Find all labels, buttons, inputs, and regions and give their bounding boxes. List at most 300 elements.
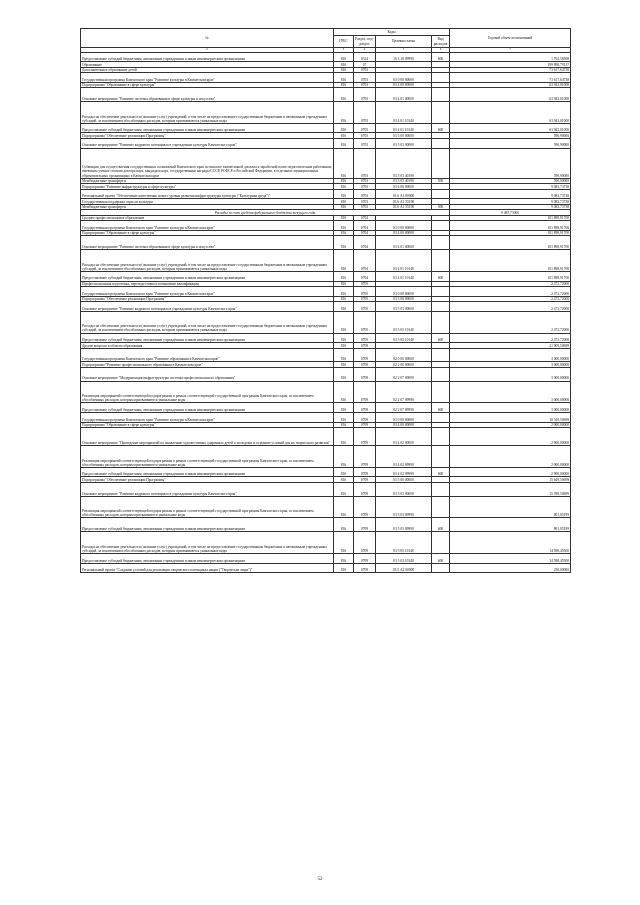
section-cell: 0709 [354,477,376,483]
section-cell: 0703 [354,123,376,133]
csr-cell: 03 4 00 00000 [376,230,432,236]
amount-cell: 250,00000 [450,563,571,573]
table-body [81,52,571,573]
grbs-cell: 816 [334,236,354,250]
grbs-cell: 816 [334,281,354,287]
table-row [81,482,571,496]
grbs-cell: 816 [334,554,354,564]
name-cell: Подпрограмма "Развитие профессионального образования в Камчатском крае" [81,362,334,368]
csr-cell: 03 5 03 10140 [376,311,432,333]
section-cell: 0703 [354,199,376,205]
csr-cell: 03 5 03 40190 [376,178,432,184]
grbs-cell: 816 [334,204,354,210]
index-cell: 5 [376,48,432,53]
section-cell: 0709 [354,381,376,403]
index-cell: 7 [450,48,571,53]
section-cell: 0703 [354,67,376,73]
grbs-cell: 816 [334,215,354,221]
vr-cell [432,413,450,423]
amount-cell: 2 472,72000 [450,287,571,297]
csr-cell: 03 4 01 00000 [376,88,432,102]
vr-cell [432,101,450,123]
section-cell: 0704 [354,230,376,236]
csr-cell: 03 4 01 10140 [376,271,432,281]
section-cell: 0709 [354,422,376,428]
table-row [81,88,571,102]
amount-cell: 101 898,91700 [450,221,571,231]
name-cell: Подпрограмма "Обеспечение реализации Программы" [81,296,334,302]
table-row [81,123,571,133]
grbs-cell: 816 [334,184,354,190]
name-cell: Государственная поддержка отрасли культуры [81,199,334,205]
vr-cell: 500 [432,204,450,210]
grbs-cell: 816 [334,296,354,302]
header-grbs: ГРБС [334,36,354,48]
amount-cell: 801,05199 [450,518,571,532]
grbs-cell: 816 [334,343,354,349]
amount-cell: 2 900,00000 [450,467,571,477]
section-cell: 0703 [354,73,376,83]
csr-cell: 03 5 03 00000 [376,138,432,148]
grbs-cell: 816 [334,496,354,518]
grbs-cell: 816 [334,333,354,343]
vr-cell [432,311,450,333]
section-cell: 07 [354,62,376,68]
name-cell: Подпрограмма "Развитие инфраструктуры в сфере культуры" [81,184,334,190]
csr-cell: 03 5 А2 00000 [376,563,432,573]
grbs-cell: 816 [334,199,354,205]
section-cell: 0703 [354,204,376,210]
amount-cell: 2 900,00000 [450,428,571,446]
table-row [81,428,571,446]
section-cell: 0705 [354,281,376,287]
amount-cell: 801,05199 [450,496,571,518]
csr-cell: 03 4 01 00000 [376,236,432,250]
csr-cell: 03 4 02 09990 [376,445,432,467]
grbs-cell: 816 [334,73,354,83]
table-row [81,554,571,564]
grbs-cell: 816 [334,477,354,483]
grbs-cell: 816 [334,348,354,362]
amount-cell: 590,90000 [450,133,571,139]
amount-cell: 101 898,91700 [450,236,571,250]
name-cell: Предоставление субсидий бюджетным, автономным учреждениям и иным некоммерческим организациям [81,467,334,477]
table-row [81,445,571,467]
grbs-cell: 816 [334,287,354,297]
amount-cell: 9 083,73000 [450,210,571,216]
name-cell: Государственная программа Камчатского края "Развитие культуры в Камчатском крае" [81,73,334,83]
csr-cell: 03 4 01 10140 [376,123,432,133]
table-row [81,101,571,123]
section-cell: 0705 [354,311,376,333]
name-cell: Предоставление субсидий бюджетным, автономным учреждениям и иным некоммерческим организациям [81,554,334,564]
name-cell: Другие вопросы в области образования [81,343,334,349]
amount-cell: 3 000,00000 [450,362,571,368]
csr-cell: 03 5 00 00000 [376,477,432,483]
vr-cell: 600 [432,271,450,281]
amount-cell: 63 943,01000 [450,101,571,123]
header-codes: Коды [334,29,450,36]
table-row [81,563,571,573]
amount-cell: 2 900,00000 [450,422,571,428]
vr-cell [432,88,450,102]
table-header [81,29,571,53]
table-row [81,271,571,281]
grbs-cell: 816 [334,271,354,281]
csr-cell: 03 4 02 09990 [376,467,432,477]
vr-cell [432,428,450,446]
section-cell: 0709 [354,554,376,564]
amount-cell: 63 943,01000 [450,82,571,88]
table-row [81,403,571,413]
section-cell: 0703 [354,133,376,139]
header-section: Раздел, под-раздел [355,37,374,46]
name-cell: Предоставление субсидий бюджетным, автономным учреждениям и иным некоммерческим организациям [81,333,334,343]
vr-cell: 600 [432,554,450,564]
section-cell: 0709 [354,518,376,532]
name-cell: Предоставление субсидий бюджетным, автономным учреждениям и иным некоммерческим организациям [81,123,334,133]
vr-cell [432,381,450,403]
vr-cell: 500 [432,178,450,184]
name-cell: Образование [81,62,334,68]
csr-cell: 02 2 00 00000 [376,362,432,368]
section-cell: 0709 [354,413,376,423]
amount-cell: 9 083,73738 [450,199,571,205]
table-row [81,52,571,62]
name-cell: Расходы на обеспечение деятельности (оказание услуг) учреждений, в том числе на предоставление государственным бюджетным и автономным учреждениям субсидий, за исключением обособленных расходов, которым присваиваются уникальные коды [81,532,334,554]
vr-cell: 600 [432,518,450,532]
csr-cell: 03 5 03 40190 [376,148,432,178]
name-cell: Подпрограмма "Образование в сфере культуры" [81,82,334,88]
name-cell: Основное мероприятие "Модернизация инфраструктуры системы профессионального образования" [81,367,334,381]
amount-cell: 14 598,45500 [450,532,571,554]
csr-cell: 03 4 00 00000 [376,422,432,428]
name-cell: Расходы на обеспечение деятельности (оказание услуг) учреждений, в том числе на предоставление государственным бюджетным и автономным учреждениям субсидий, за исключением обособленных расходов, которым присваиваются уникальные коды [81,101,334,123]
grbs-cell: 816 [334,82,354,88]
section-cell: 0704 [354,221,376,231]
grbs-cell: 816 [334,467,354,477]
grbs-cell: 816 [334,532,354,554]
section-cell: 0704 [354,250,376,272]
table-row [81,221,571,231]
csr-cell: 03 5 03 00000 [376,482,432,496]
section-cell: 0703 [354,101,376,123]
name-cell: Основное мероприятие "Проведение мероприятий по выявлению художественно одаренных детей и молодежи и созданию условий для их творческого развития" [81,428,334,446]
section-cell: 0704 [354,236,376,250]
amount-cell: 199 898,79137 [450,62,571,68]
amount-cell: 2 472,72000 [450,333,571,343]
csr-cell: 03 6 А1 55190 [376,199,432,205]
grbs-cell: 816 [334,189,354,199]
grbs-cell: 816 [334,62,354,68]
grbs-cell: 816 [334,563,354,573]
name-cell: Дополнительное образование детей [81,67,334,73]
table-row [81,189,571,199]
vr-cell: 600 [432,403,450,413]
note-cell: Расходы за счет средств федерального бюджета текущего года [81,210,450,216]
vr-cell: 600 [432,52,450,62]
table-row [81,73,571,83]
csr-cell: 02 2 07 00000 [376,367,432,381]
vr-cell [432,250,450,272]
table-row [81,236,571,250]
vr-cell [432,236,450,250]
header-num: № [81,29,334,48]
vr-cell [432,445,450,467]
section-cell: 0709 [354,362,376,368]
vr-cell [432,563,450,573]
table-row [81,348,571,362]
table-row [81,413,571,423]
csr-cell: 03 4 01 10140 [376,250,432,272]
name-cell: Предоставление субсидий бюджетным, автономным учреждениям и иным некоммерческим организациям [81,271,334,281]
vr-cell [432,138,450,148]
name-cell: Профессиональная подготовка, переподготовка и повышение квалификации [81,281,334,287]
index-cell: 3 [334,48,354,53]
amount-cell: 63 943,01000 [450,88,571,102]
name-cell: Государственная программа Камчатского края "Развитие культуры в Камчатском крае" [81,413,334,423]
grbs-cell: 816 [334,123,354,133]
grbs-cell: 816 [334,518,354,532]
grbs-cell: 816 [334,67,354,73]
amount-cell: 2 472,72000 [450,296,571,302]
csr-cell: 03 5 03 10140 [376,554,432,564]
name-cell: Основное мероприятие "Развитие системы образования в сфере культуры и искусства" [81,236,334,250]
name-cell: Реализация мероприятий соответствующей подпрограммы в рамках соответствующей государственной программы Камчатского края, за исключением обособленных расходов, которым присваиваются уникальные коды [81,496,334,518]
name-cell: Подпрограмма "Обеспечение реализации Программы" [81,133,334,139]
table-row [81,138,571,148]
grbs-cell: 816 [334,445,354,467]
grbs-cell: 816 [334,221,354,231]
name-cell: Субвенции для осуществления государственных полномочий Камчатского края по выплате ежемесячной доплаты к заработной плате педагогическим работникам, имеющим ученые степени доктора наук, кандидата наук, государственные награды СССР, РСФСР и Российской Федерации, в отдельных муниципальных образовательных организациях в Камчатском крае [81,148,334,178]
amount-cell: 3 000,00000 [450,367,571,381]
header-sum: Годовой объем ассигнований [450,29,571,48]
vr-cell [432,302,450,312]
amount-cell: 73 617,64738 [450,73,571,83]
csr-cell: 03 5 03 00000 [376,302,432,312]
grbs-cell: 816 [334,403,354,413]
table-row [81,333,571,343]
table-row [81,311,571,333]
amount-cell: 101 898,91700 [450,230,571,236]
amount-cell: 73 617,64738 [450,67,571,73]
csr-cell: 03 6 А1 55190 [376,204,432,210]
section-cell: 0705 [354,287,376,297]
csr-cell: 03 6 00 00000 [376,184,432,190]
amount-cell: 63 943,01000 [450,123,571,133]
grbs-cell: 816 [334,413,354,423]
table-row [81,496,571,518]
csr-cell: 16 3 10 09990 [376,52,432,62]
name-cell: Межбюджетные трансферты [81,178,334,184]
vr-cell [432,532,450,554]
csr-cell: 03 0 00 00000 [376,73,432,83]
budget-document [80,28,570,573]
section-cell: 0709 [354,403,376,413]
csr-cell: 03 0 00 00000 [376,287,432,297]
name-cell: Предоставление субсидий бюджетным, автономным учреждениям и иным некоммерческим организациям [81,403,334,413]
section-cell: 0709 [354,428,376,446]
name-cell: Подпрограмма "Обеспечение реализации Программы" [81,477,334,483]
page-number: 52 [317,877,323,882]
grbs-cell: 816 [334,101,354,123]
amount-cell: 101 898,91700 [450,271,571,281]
amount-cell: 15 649,50699 [450,477,571,483]
name-cell: Расходы на обеспечение деятельности (оказание услуг) учреждений, в том числе на предоставление государственным бюджетным и автономным учреждениям субсидий, за исключением обособленных расходов, которым присваиваются уникальные коды [81,250,334,272]
amount-cell: 3 000,00000 [450,381,571,403]
name-cell: Государственная программа Камчатского края "Развитие культуры в Камчатском крае" [81,287,334,297]
vr-cell [432,189,450,199]
grbs-cell: 816 [334,138,354,148]
name-cell: Основное мероприятие "Развитие кадрового потенциала в учреждениях культуры Камчатского края" [81,482,334,496]
csr-cell: 03 0 00 00000 [376,413,432,423]
grbs-cell: 816 [334,362,354,368]
grbs-cell: 816 [334,482,354,496]
name-cell: Среднее профессиональное образование [81,215,334,221]
header-vr: Вид расходов [432,36,450,48]
grbs-cell: 816 [334,428,354,446]
grbs-cell: 816 [334,133,354,139]
section-cell: 0709 [354,467,376,477]
csr-cell: 02 2 07 09990 [376,403,432,413]
vr-cell [432,287,450,297]
section-cell: 0703 [354,82,376,88]
grbs-cell: 816 [334,250,354,272]
index-cell: 2 [81,48,334,53]
vr-cell [432,348,450,362]
vr-cell: 600 [432,123,450,133]
name-cell: Основное мероприятие "Развитие системы образования в сфере культуры и искусства" [81,88,334,102]
csr-cell: 03 4 02 00000 [376,428,432,446]
amount-cell: 3 000,00000 [450,403,571,413]
section-cell: 0703 [354,138,376,148]
section-cell: 0703 [354,178,376,184]
amount-cell: 590,90000 [450,178,571,184]
csr-cell: 03 5 03 09990 [376,496,432,518]
section-cell: 0703 [354,189,376,199]
name-cell: Государственная программа Камчатского края "Развитие образования в Камчатском крае" [81,348,334,362]
section-cell: 0314 [354,52,376,62]
grbs-cell: 816 [334,422,354,428]
section-cell: 0709 [354,563,376,573]
vr-cell [432,148,450,178]
table-row [81,381,571,403]
grbs-cell: 816 [334,178,354,184]
name-cell: Подпрограмма "Образование в сфере культуры" [81,230,334,236]
name-cell: Предоставление субсидий бюджетным, автономным учреждениям и иным некоммерческим организациям [81,518,334,532]
table-row [81,302,571,312]
section-cell: 0705 [354,333,376,343]
name-cell: Региональный проект "Обеспечение качественно нового уровня развития инфраструктуры культуры ("Культурная среда")" [81,189,334,199]
csr-cell: 03 5 00 00000 [376,296,432,302]
amount-cell: 9 083,73738 [450,189,571,199]
grbs-cell: 816 [334,230,354,236]
vr-cell: 600 [432,467,450,477]
amount-cell: 590,90000 [450,138,571,148]
vr-cell [432,73,450,83]
name-cell: Межбюджетные трансферты [81,204,334,210]
csr-cell: 03 5 03 10140 [376,532,432,554]
name-cell: Предоставление субсидий бюджетным, автономным учреждениям и иным некоммерческим организациям [81,52,334,62]
section-cell: 0703 [354,88,376,102]
section-cell: 0709 [354,445,376,467]
name-cell: Основное мероприятие "Развитие кадрового потенциала в учреждениях культуры Камчатского края" [81,302,334,312]
section-cell: 0703 [354,184,376,190]
vr-cell [432,496,450,518]
section-cell: 0709 [354,348,376,362]
section-cell: 0709 [354,496,376,518]
vr-cell [432,221,450,231]
amount-cell: 21 909,50699 [450,343,571,349]
name-cell: Расходы на обеспечение деятельности (оказание услуг) учреждений, в том числе на предоставление государственным бюджетным и автономным учреждениям субсидий, за исключением обособленных расходов, которым присваиваются уникальные коды [81,311,334,333]
header-csr: Целевая статья [376,36,432,48]
amount-cell: 9 083,73738 [450,204,571,210]
table-row [81,467,571,477]
section-cell: 0709 [354,367,376,381]
name-cell: Основное мероприятие "Развитие кадрового потенциала в учреждениях культуры Камчатского края" [81,138,334,148]
section-cell: 0705 [354,302,376,312]
amount-cell: 3 000,00000 [450,348,571,362]
amount-cell: 2 900,00000 [450,445,571,467]
csr-cell: 03 6 А1 00000 [376,189,432,199]
csr-cell: 03 4 01 10140 [376,101,432,123]
csr-cell: 02 0 00 00000 [376,348,432,362]
amount-cell: 101 898,91700 [450,215,571,221]
section-cell: 0709 [354,482,376,496]
amount-cell: 14 598,45500 [450,554,571,564]
amount-cell: 1 702,56508 [450,52,571,62]
name-cell: Региональный проект "Создание условий для реализации творческого потенциала нации ("Творческие люди")" [81,563,334,573]
table-row [81,532,571,554]
amount-cell: 15 399,50699 [450,482,571,496]
table-row [81,287,571,297]
vr-cell [432,367,450,381]
csr-cell: 03 4 00 00000 [376,82,432,88]
amount-cell: 101 898,91700 [450,250,571,272]
grbs-cell: 816 [334,311,354,333]
name-cell: Реализация мероприятий соответствующей подпрограммы в рамках соответствующей государственной программы Камчатского края, за исключением обособленных расходов, которым присваиваются уникальные коды [81,381,334,403]
csr-cell: 03 5 03 09990 [376,518,432,532]
name-cell: Подпрограмма "Образование в сфере культуры" [81,422,334,428]
amount-cell: 2 472,72000 [450,281,571,287]
amount-cell: 18 549,50699 [450,413,571,423]
grbs-cell: 816 [334,367,354,381]
index-cell: 4 [354,48,376,53]
section-cell: 0705 [354,296,376,302]
table-row [81,250,571,272]
section-cell: 0709 [354,532,376,554]
budget-table [80,28,571,573]
amount-cell: 9 083,73738 [450,184,571,190]
section-cell: 0703 [354,148,376,178]
csr-cell: 03 0 00 00000 [376,221,432,231]
vr-cell: 600 [432,333,450,343]
name-cell: Реализация мероприятий соответствующей подпрограммы в рамках соответствующей государственной программы Камчатского края, за исключением обособленных расходов, которым присваиваются уникальные коды [81,445,334,467]
amount-cell: 2 472,72000 [450,302,571,312]
table-row [81,367,571,381]
grbs-cell: 816 [334,148,354,178]
grbs-cell: 816 [334,88,354,102]
csr-cell: 02 2 07 09990 [376,381,432,403]
section-cell: 0704 [354,271,376,281]
grbs-cell: 816 [334,302,354,312]
name-cell: Государственная программа Камчатского края "Развитие культуры в Камчатском крае" [81,221,334,231]
csr-cell: 03 5 03 10140 [376,333,432,343]
index-cell: 6 [432,48,450,53]
section-cell: 0709 [354,343,376,349]
table-row [81,148,571,178]
table-row [81,518,571,532]
